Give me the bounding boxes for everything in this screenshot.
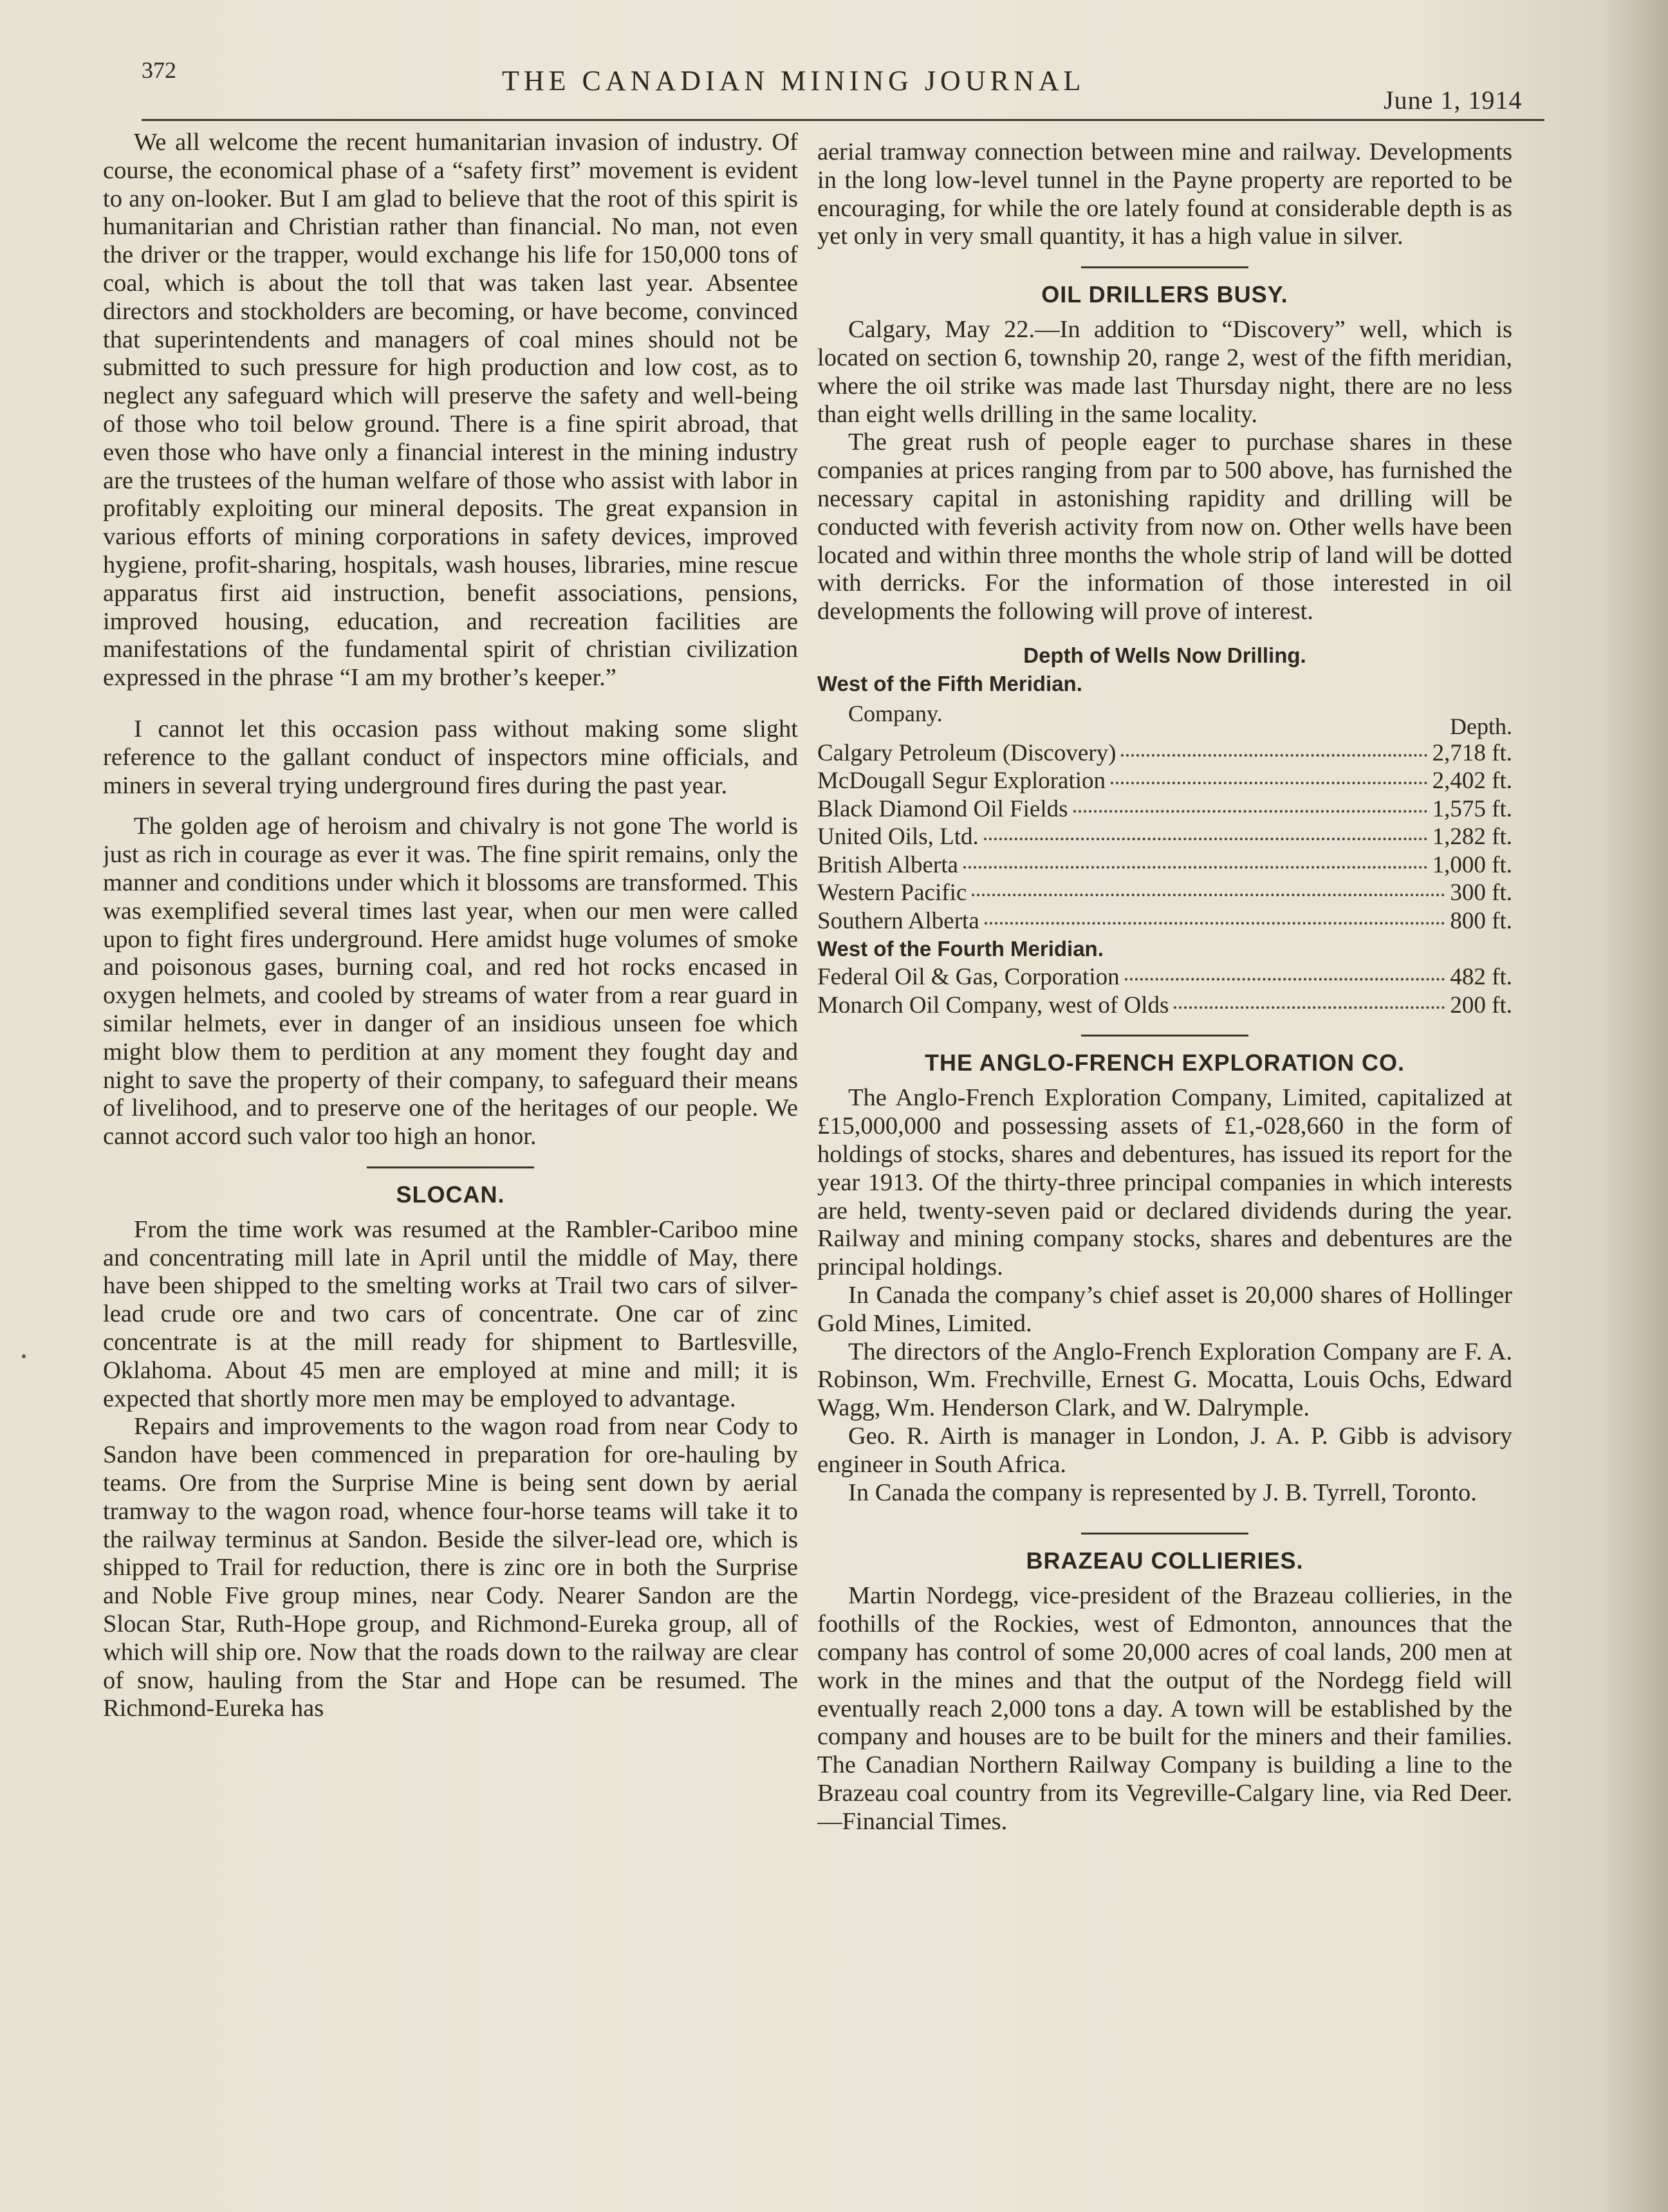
journal-title: THE CANADIAN MINING JOURNAL [502, 65, 1086, 97]
article-paragraph: I cannot let this occasion pass without making some slight reference to the gallant conduct of inspectors mine officials, and miners in several trying underground fires during the past year. [103, 715, 798, 799]
table-row: Western Pacific 300 ft. [817, 880, 1512, 907]
page-number: 372 [142, 57, 176, 83]
article-paragraph: aerial tramway connection between mine and railway. Developments in the long low-level tunnel in the Payne property are reported to be encouraging, for while the ore lately found at considerable depth is as yet only in very small quantity, it has a high value in silver. [817, 138, 1512, 250]
wells-table-title: Depth of Wells Now Drilling. [1023, 643, 1306, 667]
article-paragraph: The great rush of people eager to purchase shares in these companies at prices ranging from par to 500 above, has furnished the necessary capital in astonishing rapidity and drilling will be conducted with feverish activity from now on. Other wells have been located and within three months the whole strip of land will be dotted with derricks. For the information of those interested in oil developments the following will prove of interest. [817, 429, 1512, 625]
table-row: McDougall Segur Exploration 2,402 ft. [817, 768, 1512, 795]
issue-date: June 1, 1914 [1384, 86, 1523, 115]
left-column [103, 129, 798, 2155]
wells-table-header [817, 701, 1512, 739]
article-paragraph: From the time work was resumed at the Rambler-Cariboo mine and concentrating mill late in April until the middle of May, there have been shipped to the smelting works at Trail two cars of silver-lead crude ore and two cars of concentrate. One car of zinc concentrate is at the mill ready for shipment to Bartlesville, Oklahoma. About 45 men are employed at mine and mill; it is expected that shortly more men may be employed to advantage. [103, 1215, 798, 1412]
section-heading-oil: OIL DRILLERS BUSY. [1041, 281, 1288, 308]
margin-mark [22, 1354, 26, 1358]
section-separator [1081, 1035, 1248, 1037]
article-paragraph: The directors of the Anglo-French Exploration Company are F. A. Robinson, Wm. Frechville, Ernest G. Mocatta, Louis Ochs, Edward Wagg, Wm. Henderson Clark, and W. Dalrymple. [817, 1338, 1512, 1422]
table-row: British Alberta 1,000 ft. [817, 851, 1512, 878]
wells-group-fifth: West of the Fifth Meridian. [817, 671, 1082, 696]
depth-column-header: Depth. [1450, 713, 1512, 739]
article-paragraph: We all welcome the recent humanitarian invasion of industry. Of course, the economical phase of a “safety first” movement is evident to any on-looker. But I am glad to believe that the root of this spirit is humanitarian and Christian rather than financial. No man, not even the driver or the trapper, would exchange his life for 150,000 tons of coal, which is about the toll that was taken last year. Absentee directors and stockholders are becoming, or have become, convinced that superintendents and managers of coal mines should not be submitted to such pressure for high production and low cost, as to neglect any safeguard which will preserve the safety and well-being of those who toil below ground. There is a fine spirit abroad, that even those who have only a financial interest in the mining industry are the trustees of the human welfare of those who assist with labor in profitably exploiting our mineral deposits. The great expansion in various efforts of mining corporations in safety devices, improved hygiene, profit-sharing, hospitals, wash houses, libraries, mine rescue apparatus first aid instruction, benefit associations, pensions, improved housing, education, and recreation facilities are manifestations of the fundamental spirit of christian civilization expressed in the phrase “I am my brother’s keeper.” [103, 129, 798, 692]
company-column-header: Company. [848, 700, 943, 726]
table-row: United Oils, Ltd. 1,282 ft. [817, 824, 1512, 851]
article-paragraph: Calgary, May 22.—In addition to “Discovery” well, which is located on section 6, township 20, range 2, west of the fifth meridian, where the oil strike was made last Thursday night, there are no less than eight wells drilling in the same locality. [817, 316, 1512, 428]
article-paragraph: Martin Nordegg, vice-president of the Brazeau collieries, in the foothills of the Rockies, west of Edmonton, announces that the company has control of some 20,000 acres of coal lands, 200 men at work in the mines and that the output of the Nordegg field will eventually reach 2,000 tons a day. A town will be established by the company and houses are to be built for the miners and their families. The Canadian Northern Railway Company is building a line to the Brazeau coal country from its Vegreville-Calgary line, via Red Deer.—Financial Times. [817, 1582, 1512, 1835]
header-rule [142, 119, 1544, 121]
article-paragraph: Repairs and improvements to the wagon road from near Cody to Sandon have been commenced in preparation for ore-hauling by teams. Ore from the Surprise Mine is being sent down by aerial tramway to the wagon road, whence four-horse teams will take it to the railway terminus at Sandon. Beside the silver-lead ore, which is shipped to Trail for reduction, there is zinc ore in both the Surprise and Noble Five group mines, near Cody. Nearer Sandon are the Slocan Star, Ruth-Hope group, and Richmond-Eureka group, all of which will ship ore. Now that the roads down to the railway are clear of snow, hauling from the Star and Hope can be resumed. The Richmond-Eureka has [103, 1413, 798, 1722]
table-row: Federal Oil & Gas, Corporation 482 ft. [817, 964, 1512, 991]
wells-list-fourth [817, 963, 1512, 1019]
article-paragraph: In Canada the company’s chief asset is 20,000 shares of Hollinger Gold Mines, Limited. [817, 1282, 1512, 1337]
section-separator [367, 1166, 534, 1168]
article-paragraph: The golden age of heroism and chivalry is not gone The world is just as rich in courage as ever it was. The fine spirit remains, only the manner and conditions under which it blossoms are transformed. This was exemplified several times last year, when our men were called upon to fight fires underground. Here amidst huge volumes of smoke and poisonous gases, burning coal, and red hot rocks encased in oxygen helmets, and cooled by streams of water from a rear guard in similar helmets, ever in danger of an insidious unseen foe which might blow them to perdition at any moment they fought day and night to save the property of their company, to safeguard their means of livelihood, and to preserve one of the heritages of our people. We cannot accord such valor too high an honor. [103, 813, 798, 1150]
wells-group-fourth: West of the Fourth Meridian. [817, 937, 1104, 961]
right-column [817, 138, 1512, 2165]
section-heading-anglo-french: THE ANGLO-FRENCH EXPLORATION CO. [925, 1049, 1405, 1076]
table-row: Black Diamond Oil Fields 1,575 ft. [817, 795, 1512, 822]
table-row: Southern Alberta 800 ft. [817, 907, 1512, 934]
article-paragraph: The Anglo-French Exploration Company, Limited, capitalized at £15,000,000 and possessing assets of £1,-028,660 in the form of holdings of stocks, shares and debentures, has issued its report for the year 1913. Of the thirty-three principal companies in which interests are held, twenty-seven paid or declared dividends during the year. Railway and mining company stocks, shares and debentures are the principal holdings. [817, 1084, 1512, 1281]
wells-list-fifth [817, 739, 1512, 935]
section-separator [1081, 1533, 1248, 1535]
table-row: Monarch Oil Company, west of Olds 200 ft. [817, 991, 1512, 1018]
table-row: Calgary Petroleum (Discovery) 2,718 ft. [817, 739, 1512, 766]
article-paragraph: Geo. R. Airth is manager in London, J. A. P. Gibb is advisory engineer in South Africa. [817, 1423, 1512, 1478]
section-heading-slocan: SLOCAN. [396, 1181, 505, 1208]
article-paragraph: In Canada the company is represented by J. B. Tyrrell, Toronto. [848, 1479, 1477, 1506]
page-header [0, 0, 1668, 129]
section-separator [1081, 266, 1248, 268]
section-heading-brazeau: BRAZEAU COLLIERIES. [1026, 1547, 1304, 1574]
